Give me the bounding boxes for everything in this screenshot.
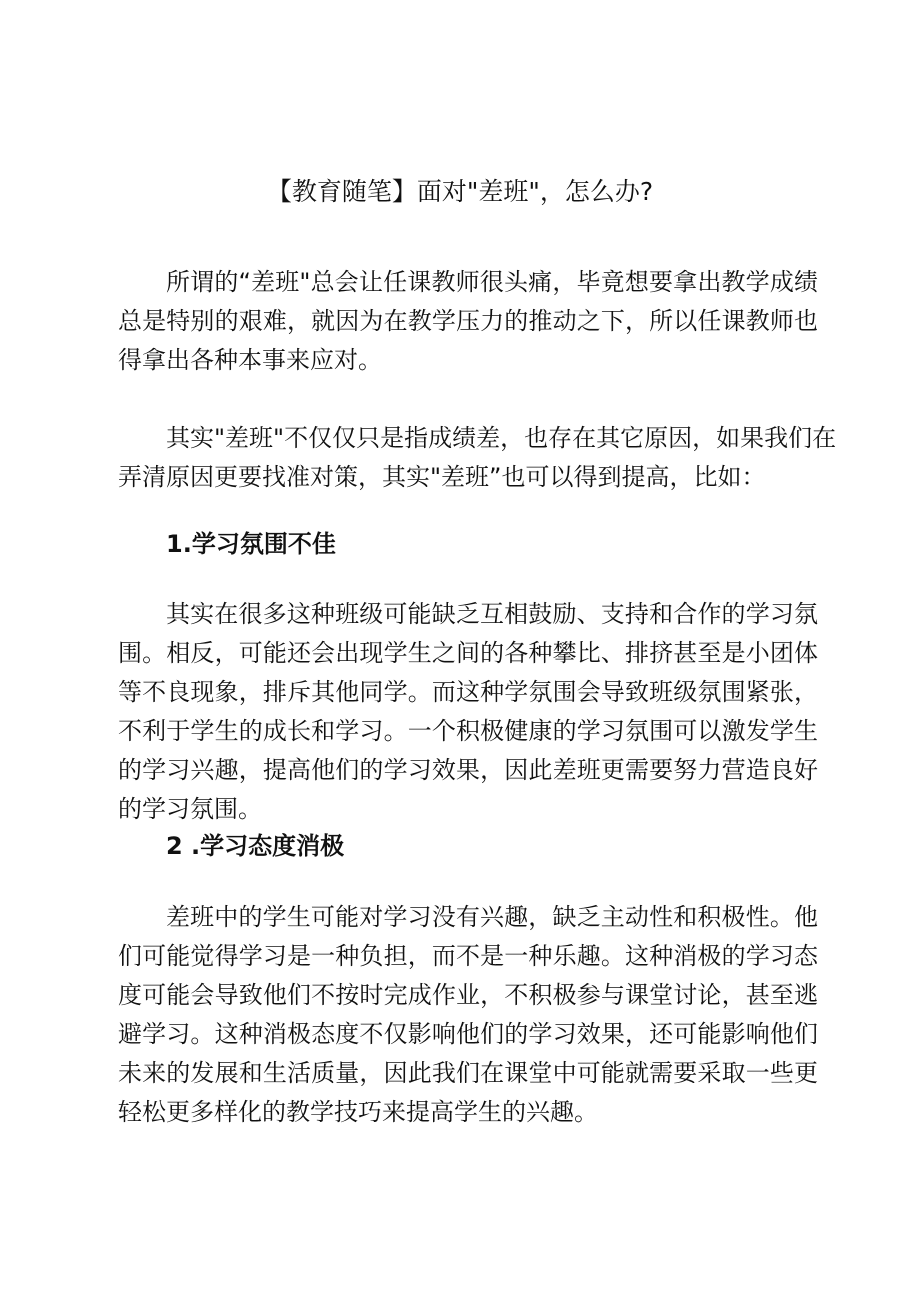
intro-line-1: 其实"差班"不仅仅只是指成绩差，也存在其它原因，如果我们在 [166, 424, 837, 452]
intro-paragraph: 所谓的“差班"总会让任课教师很头痛，毕竟想要拿出教学成绩总是特别的艰难，就因为在教学压力的推动之下，所以任课教师也得拿出各种本事来应对。 [118, 268, 818, 374]
section-1-heading: 1.学习氛围不佳 [166, 530, 336, 558]
document-title: 【教育随笔】面对"差班"，怎么办? [266, 177, 654, 206]
section-2-paragraph: 差班中的学生可能对学习没有兴趣，缺乏主动性和积极性。他们可能觉得学习是一种负担，而不是一种乐趣。这种消极的学习态度可能会导致他们不按时完成作业，不积极参与课堂讨论，甚至逃避学习。这种消极态度不仅影响他们的学习效果，还可能影响他们未来的发展和生活质量，因此我们在课堂中可能就需要采取一些更轻松更多样化的教学技巧来提高学生的兴趣。 [118, 903, 818, 1126]
section-1-paragraph: 其实在很多这种班级可能缺乏互相鼓励、支持和合作的学习氛围。相反，可能还会出现学生之间的各种攀比、排挤甚至是小团体等不良现象，排斥其他同学。而这种学氛围会导致班级氛围紧张，不利于学生的成长和学习。一个积极健康的学习氛围可以激发学生的学习兴趣，提高他们的学习效果，因此差班更需要努力营造良好的学习氛围。 [118, 600, 818, 823]
section-2-heading: 2 .学习态度消极 [166, 832, 345, 860]
intro-line-2: 弄清原因更要找准对策，其实"差班”也可以得到提高，比如： [118, 463, 766, 491]
